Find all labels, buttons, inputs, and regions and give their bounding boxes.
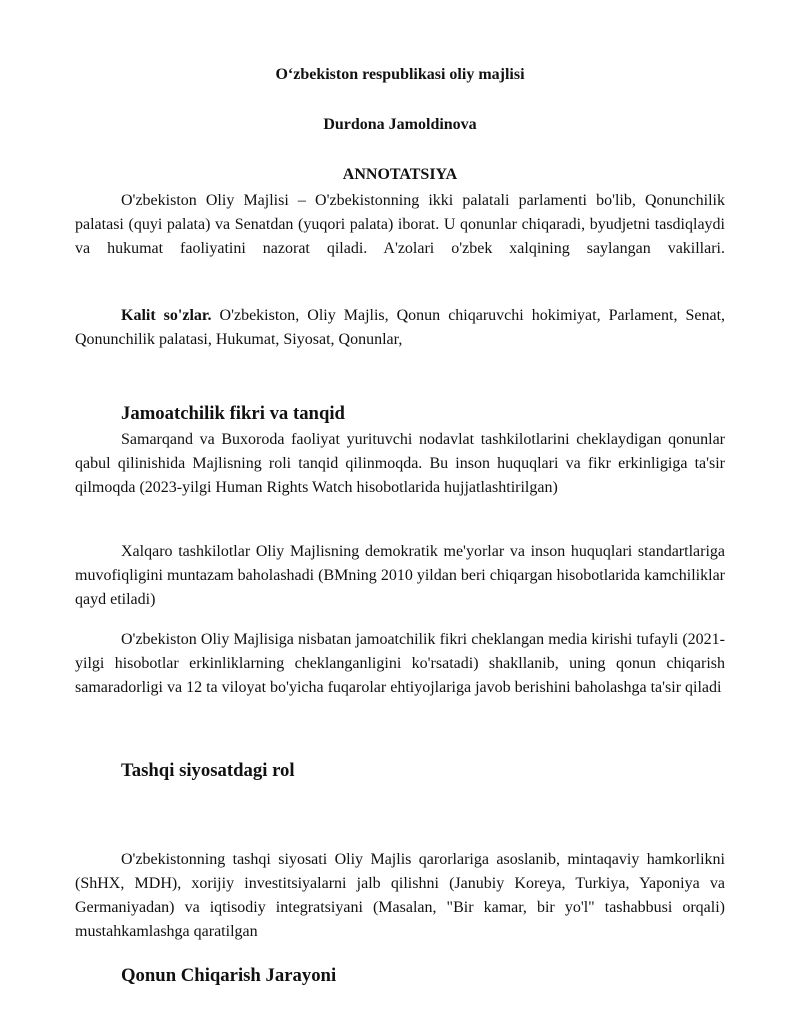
annotation-heading: ANNOTATSIYA (342, 166, 458, 183)
annotation-paragraph: O'zbekiston Oliy Majlisi – O'zbekistonning ikki palatali parlamenti bo'lib, Qonunchilik palatasi (quyi palata) va Senatdan (yuqori palata) iborat. U qonunlar chiqaradi, byudjetni tasdiqlaydi va hukumat faoliyatini nazorat qiladi. A'zolari o'zbek xalqining saylangan vakillari. (75, 192, 725, 257)
foreign-policy-paragraph-1: O'zbekistonning tashqi siyosati Oliy Majlis qarorlariga asoslanib, mintaqaviy hamkorlikni (ShHX, MDH), xorijiy investitsiyalarni jalb qilishni (Janubiy Koreya, Turkiya, Yaponiya va Germaniyadan) va iqtisodiy integratsiyani (Masalan, "Bir kamar, bir yo'l" tashabbusi orqali) mustahkamlashga qaratilgan (75, 851, 725, 940)
public-opinion-paragraph-3: O'zbekiston Oliy Majlisiga nisbatan jamoatchilik fikri cheklangan media kirishi tufayli (2021-yilgi hisobotlar erkinliklarning cheklanganligini ko'rsatadi) shakllanib, uning qonun chiqarish samaradorligi va 12 ta viloyat bo'yicha fuqarolar ehtiyojlariga javob berishini baholashga ta'sir qiladi (75, 631, 725, 696)
section-heading-foreign-policy: Tashqi siyosatdagi rol (121, 760, 295, 781)
keywords-paragraph (75, 304, 725, 352)
section-heading-public-opinion: Jamoatchilik fikri va tanqid (121, 403, 345, 424)
keywords-label: Kalit so'zlar. (121, 307, 212, 324)
document-page (75, 0, 725, 1035)
keywords-text: O'zbekiston, Oliy Majlis, Qonun chiqaruvchi hokimiyat, Parlament, Senat, Qonunchilik palatasi, Hukumat, Siyosat, Qonunlar, (75, 307, 726, 348)
document-title: O‘zbekiston respublikasi oliy majlisi (275, 66, 525, 83)
public-opinion-paragraph-2: Xalqaro tashkilotlar Oliy Majlisning demokratik me'yorlar va inson huquqlari standartlariga muvofiqligini muntazam baholashadi (BMning 2010 yildan beri chiqargan hisobotlarida kamchiliklar qayd etiladi) (75, 543, 725, 608)
section-heading-legislative-process: Qonun Chiqarish Jarayoni (121, 965, 337, 986)
public-opinion-paragraph-1: Samarqand va Buxoroda faoliyat yurituvchi nodavlat tashkilotlarini cheklaydigan qonunlar qabul qilinishida Majlisning roli tanqid qilinmoqda. Bu inson huquqlari va fikr erkinligiga ta'sir qilmoqda (2023-yilgi Human Rights Watch hisobotlarida hujjatlashtirilgan) (75, 431, 725, 496)
author-name: Durdona Jamoldinova (323, 116, 477, 133)
